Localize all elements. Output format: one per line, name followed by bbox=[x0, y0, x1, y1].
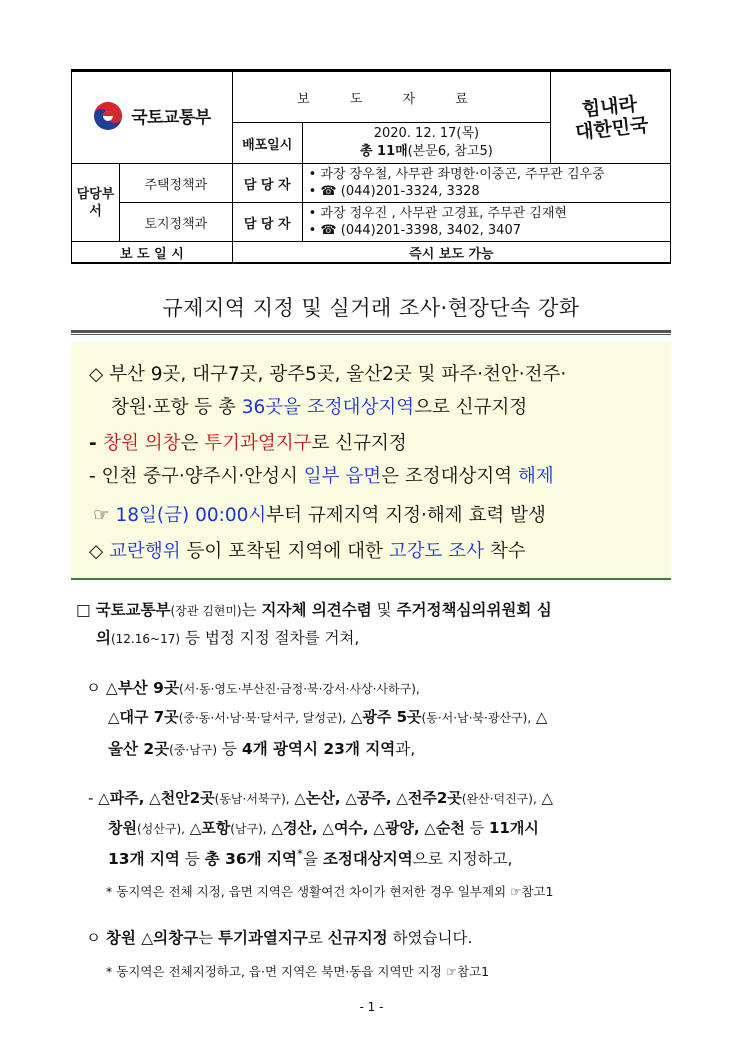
body-paragraph: 울산 2곳(중·남구) 등 4개 광역시 23개 지역과, bbox=[108, 740, 416, 758]
press-release-header bbox=[71, 69, 671, 264]
body-paragraph: 13개 지역 등 총 36개 지역*을 조정대상지역으로 지정하고, bbox=[108, 847, 513, 869]
release-value: 즉시 보도 가능 bbox=[232, 242, 670, 264]
release-label: 보 도 일 시 bbox=[72, 242, 233, 264]
distribution-date: 2020. 12. 17(목) bbox=[373, 126, 480, 141]
dept-name: 토지정책과 bbox=[119, 203, 232, 242]
slogan-logo bbox=[551, 71, 671, 164]
slogan-line2: 대한민국 bbox=[574, 113, 650, 144]
headline: 규제지역 지정 및 실거래 조사·현장단속 강화 bbox=[162, 296, 580, 320]
footnote: * 동지역은 전체지정하고, 읍·면 지역은 북면·동읍 지역만 지정 ☞참고1 bbox=[106, 964, 490, 979]
body-paragraph: ㅇ 창원 △의창구는 투기과열지구로 신규지정 하였습니다. bbox=[86, 929, 473, 947]
charge-dept-label: 담당부서 bbox=[72, 164, 120, 242]
contact-staff: • 과장 장우철, 사무관 좌명한·이중곤, 주무관 김우중 bbox=[308, 167, 605, 182]
dept-contact bbox=[302, 164, 670, 203]
press-release-title: 보 도 자 료 bbox=[232, 71, 550, 123]
headline-rule bbox=[71, 334, 671, 335]
contact-phone: • ☎ (044)201-3324, 3328 bbox=[308, 184, 480, 199]
dept-name: 주택정책과 bbox=[119, 164, 232, 203]
ministry-logo-cell bbox=[72, 71, 233, 164]
body-paragraph: △대구 7곳(중·동·서·남·북·달서구, 달성군), △광주 5곳(동·서·남·북·광산구), △ bbox=[108, 708, 548, 726]
body-paragraph: 의(12.16~17) 등 법정 지정 절차를 거쳐, bbox=[96, 629, 360, 647]
summary-line: ◇ 교란행위 등이 포착된 지역에 대한 고강도 조사 착수 bbox=[89, 541, 526, 562]
manager-label: 담 당 자 bbox=[232, 203, 302, 242]
page-number: - 1 - bbox=[359, 1000, 384, 1014]
body-paragraph: - △파주, △천안2곳(동남·서북구), △논산, △공주, △전주2곳(완산·덕진구), △ bbox=[88, 789, 554, 807]
summary-line: - 인천 중구·양주시·안성시 일부 읍면은 조정대상지역 해제 bbox=[89, 466, 554, 487]
body-paragraph: ㅇ △부산 9곳(서·동·영도·부산진·금정·북·강서·사상·사하구), bbox=[86, 679, 420, 697]
summary-line: ◇ 부산 9곳, 대구7곳, 광주5곳, 울산2곳 및 파주·천안·전주· bbox=[89, 364, 567, 385]
distribution-info bbox=[302, 123, 551, 164]
ministry-name: 국토교통부 bbox=[131, 108, 211, 128]
distribution-pages: 총 11매 bbox=[359, 144, 408, 159]
headline-rule bbox=[71, 330, 671, 333]
dept-contact bbox=[302, 203, 670, 242]
footnote: * 동지역은 전체 지정, 읍면 지역은 생활여건 차이가 현저한 경우 일부제외 ☞참고1 bbox=[106, 884, 554, 899]
manager-label: 담 당 자 bbox=[232, 164, 302, 203]
distribution-pages-detail: (본문6, 참고5) bbox=[407, 144, 493, 159]
summary-box bbox=[71, 342, 671, 580]
summary-line: - 창원 의창은 투기과열지구로 신규지정 bbox=[89, 433, 407, 454]
summary-line: ☞ 18일(금) 00:00시부터 규제지역 지정·해제 효력 발생 bbox=[93, 505, 546, 526]
contact-staff: • 과장 정우진 , 사무관 고경표, 주무관 김재현 bbox=[308, 206, 567, 221]
body-paragraph: 창원(성산구), △포항(남구), △경산, △여수, △광양, △순천 등 11개시 bbox=[108, 819, 539, 837]
summary-line: 창원·포항 등 총 36곳을 조정대상지역으로 신규지정 bbox=[111, 397, 528, 418]
taegeuk-logo-icon bbox=[93, 101, 123, 131]
slogan-line1: 힘내라 bbox=[580, 92, 638, 121]
body-paragraph: □ 국토교통부(장관 김현미)는 지자체 의견수렴 및 주거정책심의위원회 심 bbox=[76, 601, 552, 619]
distribution-label: 배포일시 bbox=[232, 123, 302, 164]
contact-phone: • ☎ (044)201-3398, 3402, 3407 bbox=[308, 223, 521, 238]
